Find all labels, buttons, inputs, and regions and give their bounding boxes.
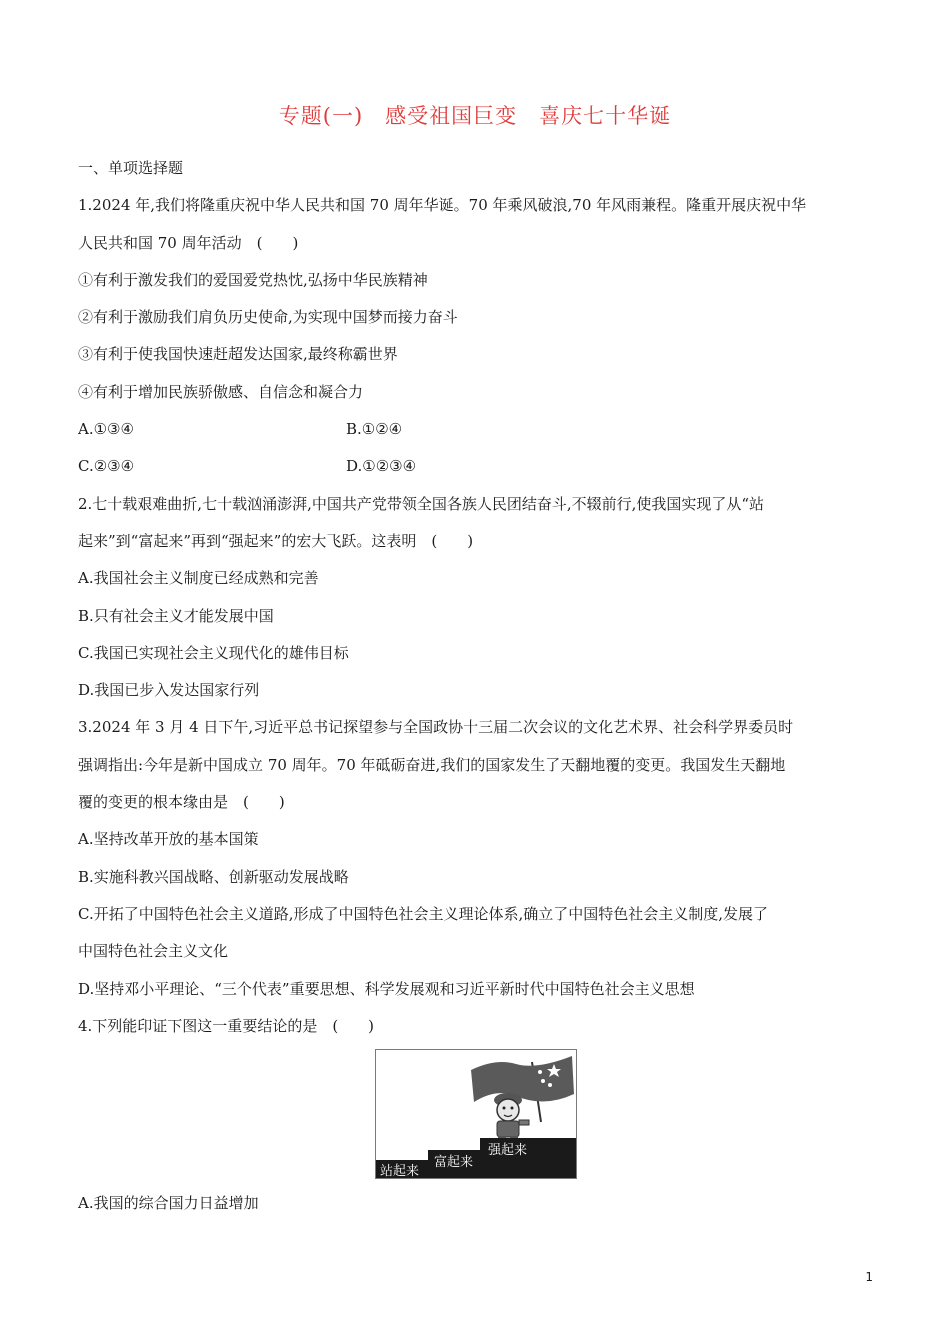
statement-item: ②有利于激励我们肩负历史使命,为实现中国梦而接力奋斗 [78, 308, 458, 327]
option-c[interactable]: C.②③④ [78, 457, 135, 476]
question-3 [78, 709, 878, 1007]
options-row [78, 411, 878, 448]
staircase-illustration [375, 1049, 577, 1179]
option-b[interactable]: B.只有社会主义才能发展中国 [78, 606, 274, 625]
question-stem-line: 2.七十载艰难曲折,七十载汹涌澎湃,中国共产党带领全国各族人民团结奋斗,不辍前行,使我国实现了从“站 [78, 494, 765, 513]
option-c[interactable]: C.我国已实现社会主义现代化的雄伟目标 [78, 643, 349, 662]
option-a[interactable]: A.①③④ [78, 420, 134, 439]
option-d[interactable]: D.我国已步入发达国家行列 [78, 681, 260, 700]
question-stem-line: 3.2024 年 3 月 4 日下午,习近平总书记探望参与全国政协十三届二次会议的文化艺术界、社会科学界委员时 [78, 718, 794, 737]
step-label-2: 富起来 [434, 1155, 474, 1171]
statement-item: ③有利于使我国快速赶超发达国家,最终称霸世界 [78, 345, 398, 364]
option-b[interactable]: B.实施科教兴国战略、创新驱动发展战略 [78, 867, 349, 886]
option-a[interactable]: A.我国的综合国力日益增加 [78, 1194, 259, 1213]
option-c[interactable]: C.开拓了中国特色社会主义道路,形成了中国特色社会主义理论体系,确立了中国特色社会主义制度,发展了 [78, 904, 769, 923]
exercise-content [78, 150, 878, 1222]
question-stem-line: 覆的变更的根本缘由是 ( ) [78, 793, 285, 812]
page-number: 1 [865, 1270, 873, 1284]
options-row [78, 448, 878, 485]
option-d[interactable]: D.坚持邓小平理论、“三个代表”重要思想、科学发展观和习近平新时代中国特色社会主义思想 [78, 979, 695, 998]
question-stem-line: 人民共和国 70 周年活动 ( ) [78, 233, 299, 252]
option-d[interactable]: D.①②③④ [346, 457, 417, 476]
option-b[interactable]: B.①②④ [346, 420, 403, 439]
question-stem-line: 4.下列能印证下图这一重要结论的是 ( ) [78, 1016, 375, 1035]
step-label-1: 站起来 [380, 1164, 420, 1179]
question-stem-line: 强调指出:今年是新中国成立 70 周年。70 年砥砺奋进,我们的国家发生了天翻地覆的变更。我国发生天翻地 [78, 755, 786, 774]
step-label-3: 强起来 [488, 1143, 528, 1159]
section-heading: 一、单项选择题 [78, 159, 184, 177]
question-stem-line: 1.2024 年,我们将隆重庆祝中华人民共和国 70 周年华诞。70 年乘风破浪,70 年风雨兼程。隆重开展庆祝中华 [78, 196, 807, 215]
staircase-drawing [376, 1050, 576, 1178]
option-a[interactable]: A.坚持改革开放的基本国策 [78, 830, 259, 849]
option-c-continued: 中国特色社会主义文化 [78, 942, 229, 961]
figure-row [78, 1045, 878, 1185]
page-title: 专题(一) 感受祖国巨变 喜庆七十华诞 [278, 104, 672, 128]
soldier-figure-icon [494, 1093, 529, 1144]
question-4 [78, 1008, 878, 1223]
question-stem-line: 起来”到“富起来”再到“强起来”的宏大飞跃。这表明 ( ) [78, 531, 474, 550]
option-a[interactable]: A.我国社会主义制度已经成熟和完善 [78, 569, 319, 588]
statement-item: ④有利于增加民族骄傲感、自信念和凝合力 [78, 382, 364, 401]
statement-item: ①有利于激发我们的爱国爱党热忱,弘扬中华民族精神 [78, 270, 428, 289]
flag-icon [471, 1056, 574, 1102]
question-2 [78, 486, 878, 710]
question-1 [78, 187, 878, 485]
